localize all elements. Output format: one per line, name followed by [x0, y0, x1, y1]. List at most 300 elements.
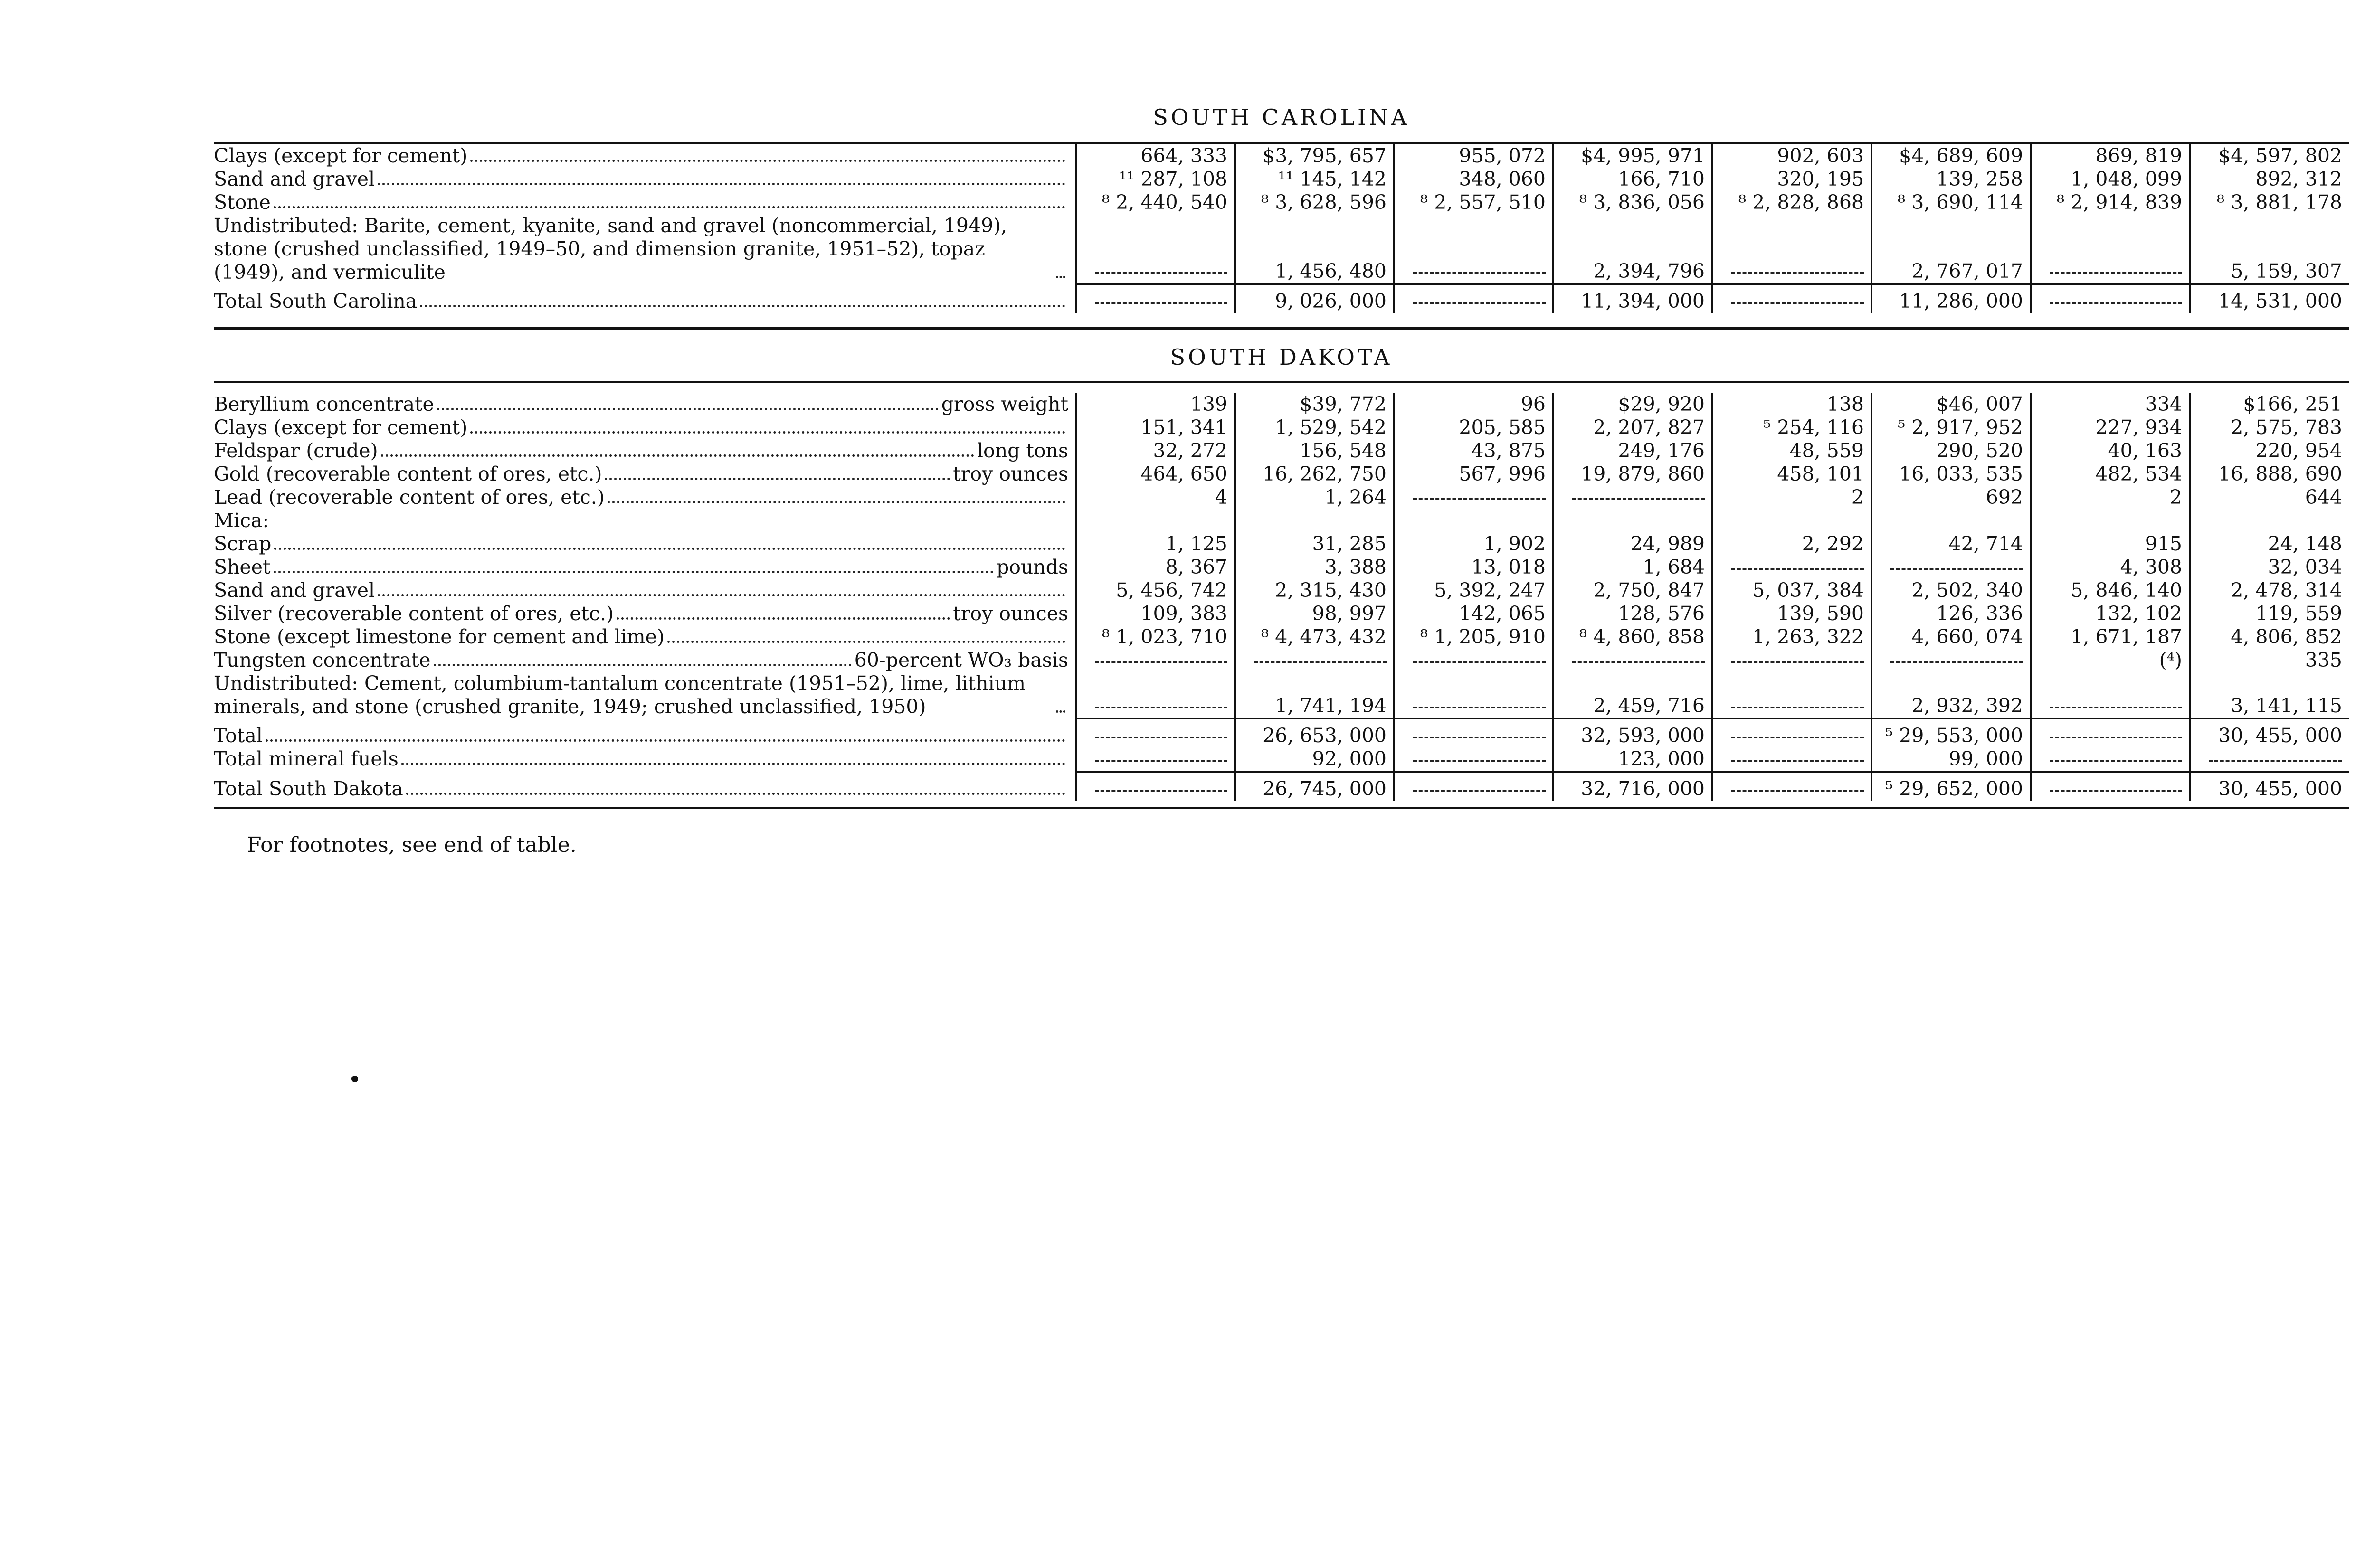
- unit-label: troy ounces: [953, 602, 1068, 625]
- value-cell: 348, 060: [1394, 168, 1553, 191]
- value-cell: ¹¹ 287, 108: [1076, 168, 1235, 191]
- value-cell: 142, 065: [1394, 602, 1553, 625]
- value-cell: ⁸ 2, 557, 510: [1394, 191, 1553, 214]
- value-cell: 98, 997: [1235, 602, 1394, 625]
- label-text: Stone: [214, 191, 271, 214]
- leader-dots: [470, 160, 1065, 162]
- total-row: [214, 724, 2349, 747]
- value-cell: [1553, 509, 1712, 532]
- statistical-table-page: [214, 104, 2349, 857]
- leader-dots: [420, 305, 1065, 307]
- empty-dash: [1413, 790, 1546, 792]
- empty-dash: [1095, 272, 1227, 274]
- section-rule: [214, 381, 2349, 383]
- unit-label: long tons: [977, 439, 1068, 462]
- value-cell: 32, 716, 000: [1553, 777, 1712, 801]
- empty-dash: [1731, 760, 1864, 762]
- row-label: [214, 724, 1076, 747]
- value-cell: 644: [2190, 486, 2349, 509]
- value-cell: 14, 531, 000: [2190, 290, 2349, 313]
- value-cell: 464, 650: [1076, 463, 1235, 486]
- leader-dots: [437, 408, 939, 410]
- leader-dots: [605, 478, 950, 480]
- empty-dash: [1095, 707, 1227, 708]
- table-row: [214, 463, 2349, 486]
- row-label: [214, 463, 1076, 486]
- value-cell: 132, 102: [2031, 602, 2190, 625]
- value-cell: [1712, 649, 1872, 672]
- value-cell: 5, 037, 384: [1712, 579, 1872, 602]
- value-cell: 96: [1394, 393, 1553, 416]
- value-cell: 2, 767, 017: [1872, 214, 2031, 284]
- total-row: [214, 777, 2349, 801]
- value-cell: [1712, 290, 1872, 313]
- value-cell: [1712, 724, 1872, 747]
- value-cell: 1, 264: [1235, 486, 1394, 509]
- value-cell: [1712, 556, 1872, 579]
- value-cell: [1076, 214, 1235, 284]
- value-cell: ⁸ 2, 440, 540: [1076, 191, 1235, 214]
- value-cell: 955, 072: [1394, 144, 1553, 168]
- value-cell: [1712, 672, 1872, 718]
- value-cell: [1076, 290, 1235, 313]
- value-cell: 2: [2031, 486, 2190, 509]
- value-cell: [1872, 509, 2031, 532]
- value-cell: 458, 101: [1712, 463, 1872, 486]
- value-cell: [1553, 486, 1712, 509]
- value-cell: 24, 989: [1553, 532, 1712, 556]
- value-cell: 2, 292: [1712, 532, 1872, 556]
- value-cell: 11, 286, 000: [1872, 290, 2031, 313]
- value-cell: 8, 367: [1076, 556, 1235, 579]
- value-cell: ⁸ 2, 914, 839: [2031, 191, 2190, 214]
- leader-dots: [434, 664, 852, 666]
- value-cell: 1, 263, 322: [1712, 625, 1872, 649]
- section-rule: [214, 327, 2349, 330]
- value-cell: 2, 315, 430: [1235, 579, 1394, 602]
- leader-dots: [667, 641, 1065, 643]
- unit-label: troy ounces: [953, 463, 1068, 485]
- value-cell: 2, 502, 340: [1872, 579, 2031, 602]
- value-cell: 3, 388: [1235, 556, 1394, 579]
- label-text: Lead (recoverable content of ores, etc.): [214, 486, 605, 509]
- value-cell: [2031, 724, 2190, 747]
- value-cell: ⁵ 29, 652, 000: [1872, 777, 2031, 801]
- row-label: [214, 747, 1076, 772]
- table-row: [214, 214, 2349, 284]
- label-text: Silver (recoverable content of ores, etc.): [214, 602, 614, 625]
- value-cell: 5, 159, 307: [2190, 214, 2349, 284]
- leader-dots: [401, 763, 1065, 765]
- value-cell: 13, 018: [1394, 556, 1553, 579]
- row-label: [214, 509, 1076, 532]
- value-cell: [1553, 649, 1712, 672]
- table-row: [214, 579, 2349, 602]
- value-cell: 40, 163: [2031, 439, 2190, 463]
- separator-row: [214, 284, 2349, 290]
- value-cell: [1076, 509, 1235, 532]
- empty-dash: [1890, 568, 2023, 570]
- empty-dash: [1095, 661, 1227, 663]
- separator-row: [214, 772, 2349, 777]
- value-cell: $3, 795, 657: [1235, 144, 1394, 168]
- empty-dash: [1413, 302, 1546, 304]
- value-cell: 16, 262, 750: [1235, 463, 1394, 486]
- leader-dots: [274, 548, 1065, 550]
- value-cell: 19, 879, 860: [1553, 463, 1712, 486]
- value-cell: 16, 888, 690: [2190, 463, 2349, 486]
- value-cell: [1394, 672, 1553, 718]
- value-cell: 1, 684: [1553, 556, 1712, 579]
- value-cell: [1235, 649, 1394, 672]
- table-row: [214, 672, 2349, 718]
- empty-dash: [2050, 272, 2182, 274]
- label-text: Undistributed: Barite, cement, kyanite, sand and gravel (noncommercial, 1949), stone (crushed unclassified, 1949–50, and dimension granite, 1951–52), topaz (1949), and vermiculite: [214, 214, 1007, 283]
- value-cell: ⁸ 3, 690, 114: [1872, 191, 2031, 214]
- value-cell: 2, 575, 783: [2190, 416, 2349, 439]
- label-text: Total South Dakota: [214, 777, 403, 800]
- table-row: [214, 439, 2349, 463]
- value-cell: 915: [2031, 532, 2190, 556]
- value-cell: 227, 934: [2031, 416, 2190, 439]
- label-text: Beryllium concentrate: [214, 393, 434, 416]
- leader-dots: [470, 431, 1065, 434]
- value-cell: 5, 392, 247: [1394, 579, 1553, 602]
- value-cell: 5, 456, 742: [1076, 579, 1235, 602]
- value-cell: 139, 590: [1712, 602, 1872, 625]
- value-cell: ⁸ 2, 828, 868: [1712, 191, 1872, 214]
- table-row: [214, 532, 2349, 556]
- south-carolina-table: [214, 144, 2349, 313]
- label-text: Mica:: [214, 509, 269, 532]
- value-cell: [2031, 290, 2190, 313]
- value-cell: $29, 920: [1553, 393, 1712, 416]
- value-cell: (⁴): [2031, 649, 2190, 672]
- empty-dash: [1413, 760, 1546, 762]
- value-cell: 2, 932, 392: [1872, 672, 2031, 718]
- empty-dash: [2050, 707, 2182, 708]
- value-cell: [1394, 724, 1553, 747]
- value-cell: ⁸ 3, 628, 596: [1235, 191, 1394, 214]
- value-cell: [1076, 672, 1235, 718]
- empty-dash: [2050, 760, 2182, 762]
- value-cell: [1712, 509, 1872, 532]
- value-cell: [2190, 747, 2349, 772]
- value-cell: 4: [1076, 486, 1235, 509]
- value-cell: 290, 520: [1872, 439, 2031, 463]
- row-label: [214, 416, 1076, 439]
- row-label: [214, 556, 1076, 579]
- table-row: [214, 509, 2349, 532]
- value-cell: 16, 033, 535: [1872, 463, 2031, 486]
- value-cell: 892, 312: [2190, 168, 2349, 191]
- label-text: Total mineral fuels: [214, 747, 399, 770]
- table-row: [214, 486, 2349, 509]
- value-cell: ⁸ 4, 473, 432: [1235, 625, 1394, 649]
- value-cell: [1872, 649, 2031, 672]
- row-label: [214, 290, 1076, 313]
- row-label: [214, 602, 1076, 625]
- value-cell: 123, 000: [1553, 747, 1712, 772]
- value-cell: [1235, 509, 1394, 532]
- value-cell: $46, 007: [1872, 393, 2031, 416]
- value-cell: 138: [1712, 393, 1872, 416]
- value-cell: [1076, 649, 1235, 672]
- row-label: [214, 777, 1076, 801]
- value-cell: 99, 000: [1872, 747, 2031, 772]
- row-label: [214, 393, 1076, 416]
- row-label: [214, 486, 1076, 509]
- value-cell: 26, 653, 000: [1235, 724, 1394, 747]
- empty-dash: [1572, 661, 1705, 663]
- value-cell: 92, 000: [1235, 747, 1394, 772]
- value-cell: 1, 529, 542: [1235, 416, 1394, 439]
- value-cell: 2, 750, 847: [1553, 579, 1712, 602]
- empty-dash: [1254, 661, 1387, 663]
- empty-dash: [2050, 302, 2182, 304]
- value-cell: 334: [2031, 393, 2190, 416]
- total-row: [214, 290, 2349, 313]
- value-cell: [1712, 777, 1872, 801]
- value-cell: 1, 671, 187: [2031, 625, 2190, 649]
- section-south-carolina: [214, 104, 2349, 313]
- value-cell: 2: [1712, 486, 1872, 509]
- leader-dots: [406, 793, 1065, 795]
- unit-label: gross weight: [941, 393, 1068, 416]
- value-cell: 692: [1872, 486, 2031, 509]
- value-cell: [2031, 747, 2190, 772]
- value-cell: [1076, 724, 1235, 747]
- label-text: Feldspar (crude): [214, 439, 378, 462]
- value-cell: [2031, 509, 2190, 532]
- row-label: [214, 579, 1076, 602]
- table-row: [214, 556, 2349, 579]
- label-text: Tungsten concentrate: [214, 649, 431, 671]
- value-cell: [2031, 777, 2190, 801]
- value-cell: ⁵ 2, 917, 952: [1872, 416, 2031, 439]
- leader-dots: [1056, 276, 1065, 278]
- value-cell: 664, 333: [1076, 144, 1235, 168]
- table-row: [214, 191, 2349, 214]
- label-text: Total: [214, 724, 263, 747]
- value-cell: ⁵ 29, 553, 000: [1872, 724, 2031, 747]
- label-text: Clays (except for cement): [214, 416, 468, 439]
- value-cell: 9, 026, 000: [1235, 290, 1394, 313]
- label-text: Undistributed: Cement, columbium-tantalum concentrate (1951–52), lime, lithium minerals, and stone (crushed granite, 1949; crushed unclassified, 1950): [214, 672, 1026, 718]
- empty-dash: [1413, 661, 1546, 663]
- value-cell: $4, 995, 971: [1553, 144, 1712, 168]
- value-cell: ⁸ 1, 205, 910: [1394, 625, 1553, 649]
- stray-dot: [352, 1076, 358, 1082]
- state-title: SOUTH CAROLINA: [1153, 104, 1410, 130]
- value-cell: 5, 846, 140: [2031, 579, 2190, 602]
- empty-dash: [1731, 790, 1864, 792]
- section-south-dakota: [214, 344, 2349, 809]
- empty-dash: [1413, 272, 1546, 274]
- empty-dash: [1731, 568, 1864, 570]
- separator-row: [214, 718, 2349, 724]
- empty-dash: [1731, 661, 1864, 663]
- value-cell: [1394, 214, 1553, 284]
- value-cell: [1394, 290, 1553, 313]
- value-cell: 2, 478, 314: [2190, 579, 2349, 602]
- leader-dots: [617, 617, 950, 620]
- empty-dash: [1572, 498, 1705, 500]
- value-cell: 3, 141, 115: [2190, 672, 2349, 718]
- table-row: [214, 144, 2349, 168]
- total-row: [214, 747, 2349, 772]
- row-label: [214, 625, 1076, 649]
- table-row: [214, 416, 2349, 439]
- table-row: [214, 393, 2349, 416]
- value-cell: [2031, 672, 2190, 718]
- label-text: Clays (except for cement): [214, 144, 468, 167]
- footnote-note: For footnotes, see end of table.: [247, 833, 577, 857]
- empty-dash: [1413, 498, 1546, 500]
- state-title: SOUTH DAKOTA: [1170, 344, 1393, 370]
- empty-dash: [1095, 302, 1227, 304]
- value-cell: 156, 548: [1235, 439, 1394, 463]
- leader-dots: [1056, 710, 1065, 713]
- value-cell: 4, 660, 074: [1872, 625, 2031, 649]
- value-cell: 26, 745, 000: [1235, 777, 1394, 801]
- row-label: [214, 439, 1076, 463]
- value-cell: 11, 394, 000: [1553, 290, 1712, 313]
- empty-dash: [2209, 760, 2342, 762]
- label-text: Sheet: [214, 556, 271, 578]
- empty-dash: [1095, 790, 1227, 792]
- value-cell: 139: [1076, 393, 1235, 416]
- row-label: [214, 649, 1076, 672]
- label-text: Total South Carolina: [214, 290, 418, 312]
- empty-dash: [1095, 737, 1227, 738]
- value-cell: 1, 902: [1394, 532, 1553, 556]
- label-text: Stone (except limestone for cement and lime): [214, 625, 665, 648]
- value-cell: 220, 954: [2190, 439, 2349, 463]
- value-cell: ⁸ 1, 023, 710: [1076, 625, 1235, 649]
- value-cell: [1394, 509, 1553, 532]
- leader-dots: [608, 501, 1065, 503]
- value-cell: 42, 714: [1872, 532, 2031, 556]
- table-row: [214, 649, 2349, 672]
- value-cell: [1872, 556, 2031, 579]
- empty-dash: [1731, 707, 1864, 708]
- value-cell: ⁸ 4, 860, 858: [1553, 625, 1712, 649]
- leader-dots: [274, 571, 994, 573]
- value-cell: 43, 875: [1394, 439, 1553, 463]
- table-row: [214, 602, 2349, 625]
- value-cell: 249, 176: [1553, 439, 1712, 463]
- label-text: Scrap: [214, 532, 272, 555]
- label-text: Sand and gravel: [214, 168, 375, 190]
- value-cell: 128, 576: [1553, 602, 1712, 625]
- value-cell: 1, 125: [1076, 532, 1235, 556]
- value-cell: ⁸ 3, 881, 178: [2190, 191, 2349, 214]
- value-cell: 320, 195: [1712, 168, 1872, 191]
- value-cell: 482, 534: [2031, 463, 2190, 486]
- value-cell: 109, 383: [1076, 602, 1235, 625]
- value-cell: 30, 455, 000: [2190, 724, 2349, 747]
- label-text: Sand and gravel: [214, 579, 375, 602]
- value-cell: [1076, 777, 1235, 801]
- value-cell: $4, 689, 609: [1872, 144, 2031, 168]
- value-cell: 205, 585: [1394, 416, 1553, 439]
- unit-label: pounds: [996, 556, 1068, 578]
- value-cell: ¹¹ 145, 142: [1235, 168, 1394, 191]
- value-cell: 4, 308: [2031, 556, 2190, 579]
- value-cell: 1, 048, 099: [2031, 168, 2190, 191]
- value-cell: [1394, 777, 1553, 801]
- leader-dots: [378, 183, 1065, 185]
- row-label: [214, 532, 1076, 556]
- value-cell: 119, 559: [2190, 602, 2349, 625]
- value-cell: [1712, 214, 1872, 284]
- value-cell: ⁵ 254, 116: [1712, 416, 1872, 439]
- value-cell: 30, 455, 000: [2190, 777, 2349, 801]
- value-cell: 32, 034: [2190, 556, 2349, 579]
- value-cell: 335: [2190, 649, 2349, 672]
- value-cell: 24, 148: [2190, 532, 2349, 556]
- row-label: [214, 191, 1076, 214]
- value-cell: 1, 741, 194: [1235, 672, 1394, 718]
- value-cell: 2, 459, 716: [1553, 672, 1712, 718]
- value-cell: $4, 597, 802: [2190, 144, 2349, 168]
- value-cell: 151, 341: [1076, 416, 1235, 439]
- row-label: [214, 168, 1076, 191]
- value-cell: [1712, 747, 1872, 772]
- table-bottom-rule: [214, 807, 2349, 809]
- value-cell: [1394, 649, 1553, 672]
- unit-label: 60-percent WO₃ basis: [854, 649, 1068, 671]
- row-label: [214, 214, 1076, 284]
- leader-dots: [266, 739, 1065, 742]
- empty-dash: [1413, 707, 1546, 708]
- empty-dash: [1731, 272, 1864, 274]
- empty-dash: [1413, 737, 1546, 738]
- value-cell: $39, 772: [1235, 393, 1394, 416]
- value-cell: 2, 207, 827: [1553, 416, 1712, 439]
- leader-dots: [378, 594, 1065, 596]
- value-cell: 869, 819: [2031, 144, 2190, 168]
- empty-dash: [1095, 760, 1227, 762]
- value-cell: $166, 251: [2190, 393, 2349, 416]
- value-cell: 32, 272: [1076, 439, 1235, 463]
- leader-dots: [381, 454, 974, 457]
- value-cell: 4, 806, 852: [2190, 625, 2349, 649]
- value-cell: [2190, 509, 2349, 532]
- empty-dash: [1731, 737, 1864, 738]
- value-cell: 567, 996: [1394, 463, 1553, 486]
- value-cell: [1076, 747, 1235, 772]
- empty-dash: [2050, 737, 2182, 738]
- value-cell: 31, 285: [1235, 532, 1394, 556]
- south-dakota-table: [214, 393, 2349, 801]
- value-cell: 2, 394, 796: [1553, 214, 1712, 284]
- value-cell: 126, 336: [1872, 602, 2031, 625]
- value-cell: 166, 710: [1553, 168, 1712, 191]
- leader-dots: [274, 206, 1065, 208]
- empty-dash: [1890, 661, 2023, 663]
- value-cell: [1394, 747, 1553, 772]
- value-cell: 32, 593, 000: [1553, 724, 1712, 747]
- value-cell: 1, 456, 480: [1235, 214, 1394, 284]
- table-row: [214, 168, 2349, 191]
- empty-dash: [2050, 790, 2182, 792]
- value-cell: 902, 603: [1712, 144, 1872, 168]
- value-cell: 139, 258: [1872, 168, 2031, 191]
- label-text: Gold (recoverable content of ores, etc.): [214, 463, 602, 485]
- row-label: [214, 144, 1076, 168]
